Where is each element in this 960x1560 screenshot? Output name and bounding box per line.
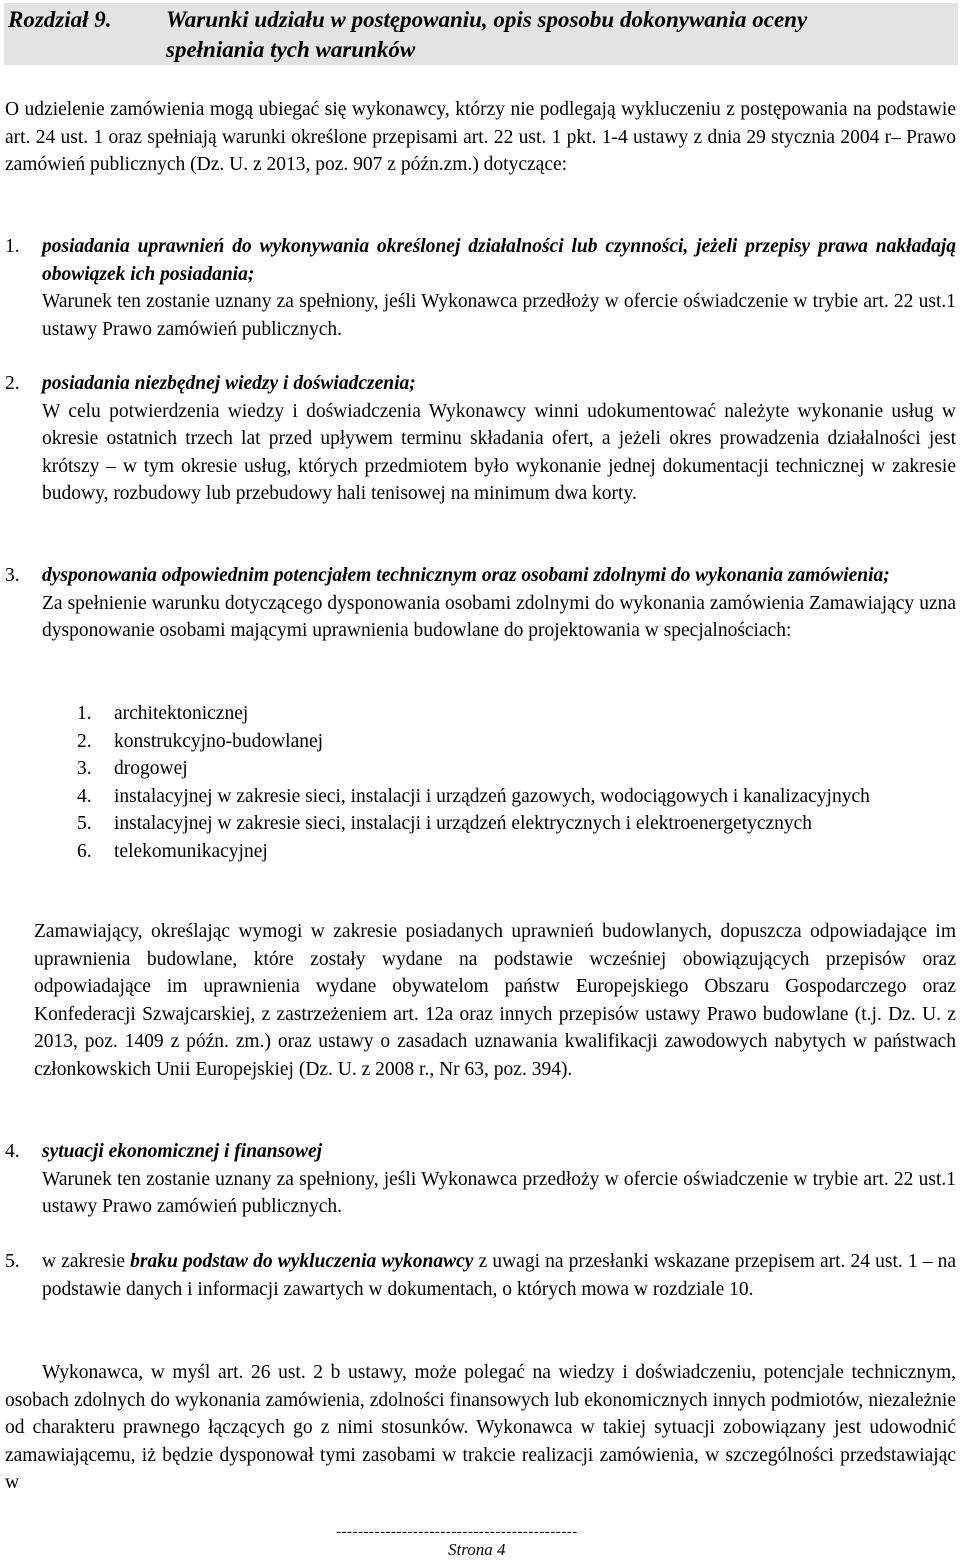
closing-paragraph: Wykonawca, w myśl art. 26 ust. 2 b ustawy, może polegać na wiedzy i doświadczeniu, potencjale technicznym, osobach zdolnych do wykonania zamówienia, zdolności finansowych lub ekonomicznych innych podmiotów, niezależnie od charakteru prawnego łączących go z nimi stosunków. Wykonawca w takiej sytuacji zobowiązany jest udowodnić zamawiającemu, iż będzie dysponował tymi zasobami w trakcie realizacji zamówienia, w szczególności przedstawiając w <box>5 1362 956 1493</box>
chapter-title-line2: spełniania tych warunków <box>166 37 416 62</box>
chapter-heading <box>4 3 958 65</box>
list-item: 6. telekomunikacyjnej <box>77 840 268 862</box>
condition-body: W celu potwierdzenia wiedzy i doświadczenia Wykonawcy winni udokumentować należyte wykonanie usług w okresie ostatnich trzech lat przed upływem terminu składania ofert, a jeżeli okres prowadzenia działalności jest krótszy – w tym okresie usług, których przedmiotem było wykonanie jednej dokumentacji technicznej w zakresie budowy, rozbudowy lub przebudowy hali tenisowej na minimum dwa korty. <box>42 400 956 504</box>
specialties-list <box>77 700 957 865</box>
intro-paragraph: O udzielenie zamówienia mogą ubiegać się wykonawcy, którzy nie podlegają wykluczeniu z postępowania na podstawie art. 24 ust. 1 oraz spełniają warunki określone przepisami art. 22 ust. 1 pkt. 1-4 ustawy z dnia 29 stycznia 2004 r– Prawo zamówień publicznych (Dz. U. z 2013, poz. 907 z późn.zm.) dotyczące: <box>5 99 956 175</box>
condition-body: Warunek ten zostanie uznany za spełniony, jeśli Wykonawca przedłoży w ofercie oświadczenie w trybie art. 22 ust.1 ustawy Prawo zamówień publicznych. <box>42 291 956 340</box>
condition-title: braku podstaw do wykluczenia wykonawcy <box>130 1251 474 1272</box>
chapter-title-line1: Warunki udziału w postępowaniu, opis sposobu dokonywania oceny <box>166 7 808 32</box>
condition-number: 2. <box>5 373 20 394</box>
list-item: 4. instalacyjnej w zakresie sieci, instalacji i urządzeń gazowych, wodociągowych i kanalizacyjnych <box>77 785 870 807</box>
condition-title: dysponowania odpowiednim potencjałem technicznym oraz osobami zdolnymi do wykonania zamówienia; <box>42 565 890 586</box>
page-number: Strona 4 <box>448 1540 506 1559</box>
condition-number: 1. <box>5 236 20 257</box>
condition-number: 4. <box>5 1141 20 1162</box>
condition-title: posiadania uprawnień do wykonywania określonej działalności lub czynności, jeżeli przepisy prawa nakładają obowiązek ich posiadania; <box>42 236 956 285</box>
condition-title: sytuacji ekonomicznej i finansowej <box>42 1141 323 1162</box>
footer-separator: -------------------------------------------- <box>336 1524 578 1540</box>
list-item: 2. konstrukcyjno-budowlanej <box>77 730 324 752</box>
list-item: 5. instalacyjnej w zakresie sieci, instalacji i urządzeń elektrycznych i elektroenergetycznych <box>77 813 813 834</box>
condition-number: 5. <box>5 1251 20 1272</box>
list-item: 3. drogowej <box>77 758 188 779</box>
condition-number: 3. <box>5 565 20 586</box>
list-item: 1. architektonicznej <box>77 703 249 724</box>
condition-body: Warunek ten zostanie uznany za spełniony, jeśli Wykonawca przedłoży w ofercie oświadczenie w trybie art. 22 ust.1 ustawy Prawo zamówień publicznych. <box>42 1168 956 1217</box>
condition-body: w zakresie braku podstaw do wykluczenia wykonawcy z uwagi na przesłanki wskazane przepisem art. 24 ust. 1 – na podstawie danych i informacji zawartych w dokumentach, o których mowa w rozdziale 10. <box>42 1251 957 1300</box>
specialties-note: Zamawiający, określając wymogi w zakresie posiadanych uprawnień budowlanych, dopuszcza odpowiadające im uprawnienia budowlane, które zostały wydane na podstawie wcześniej obowiązujących przepisów oraz odpowiadające im uprawnienia wydane obywatelom państw Europejskiego Obszaru Gospodarczego oraz Konfederacji Szwajcarskiej, z zastrzeżeniem art. 12a oraz innych przepisów ustawy Prawo budowlane (t.j. Dz. U. z 2013, poz. 1409 z późn. zm.) oraz ustawy o zasadach uznawania kwalifikacji zawodowych nabytych w państwach członkowskich Unii Europejskiej (Dz. U. z 2008 r., Nr 63, poz. 394). <box>34 921 956 1080</box>
condition-title: posiadania niezbędnej wiedzy i doświadczenia; <box>42 373 416 394</box>
condition-body: Za spełnienie warunku dotyczącego dysponowania osobami zdolnymi do wykonania zamówienia Zamawiający uzna dysponowanie osobami mającymi uprawnienia budowlane do projektowania w specjalnościach: <box>42 592 956 641</box>
chapter-label: Rozdział 9. <box>8 7 112 32</box>
